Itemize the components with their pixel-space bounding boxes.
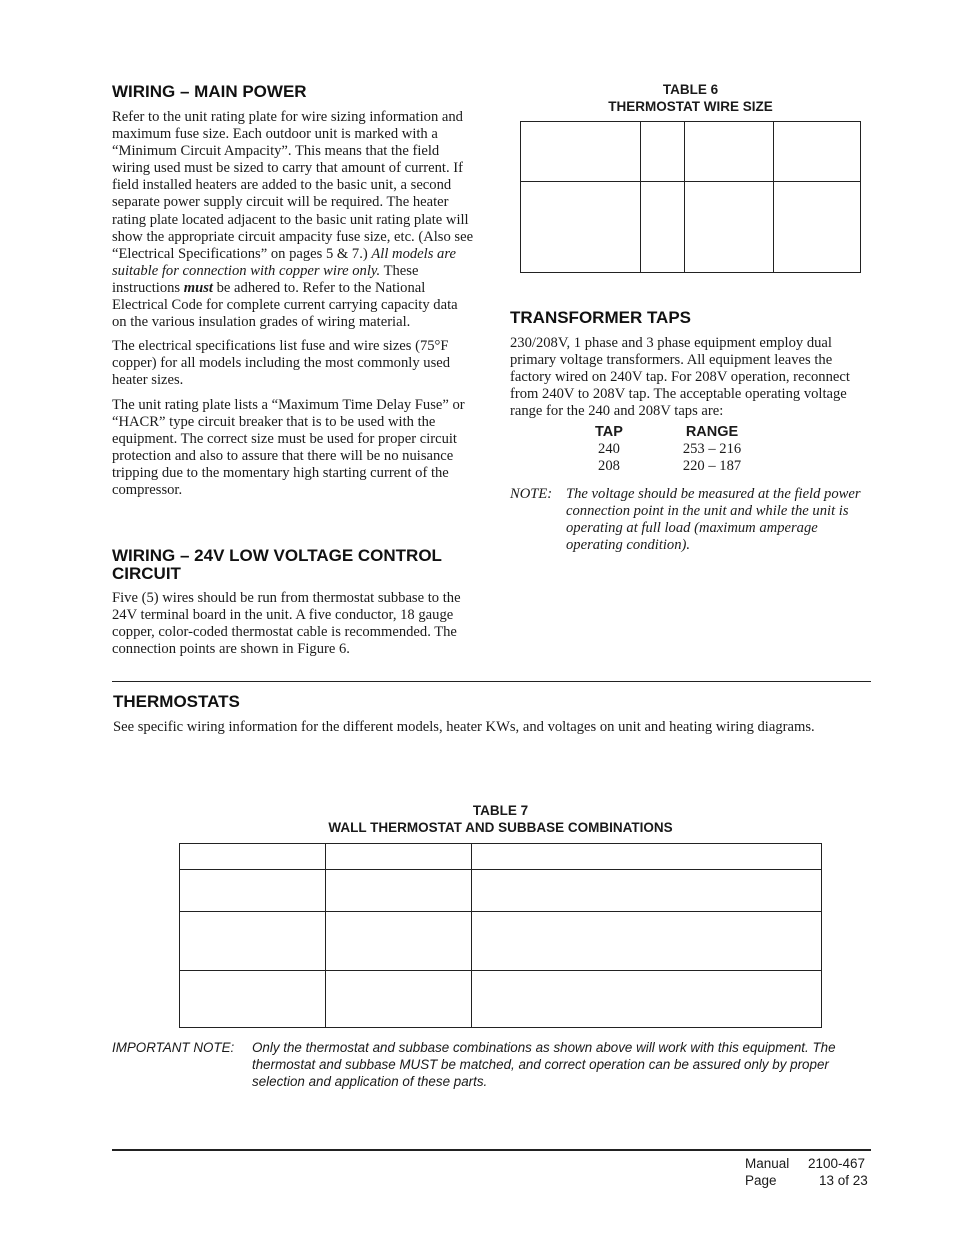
section-divider [112, 681, 871, 682]
main-power-para-3: The unit rating plate lists a “Maximum Time Delay Fuse” or “HACR” type circuit breaker that is to be used with the equipment. The correct size must be used for proper circuit protection and also to assure that there will be no nuisance tripping due to the momentary high starting current of the compressor. [112, 396, 465, 498]
table7-grid [179, 843, 822, 1028]
important-note-text: Only the thermostat and subbase combinations as shown above will work with this equipment. The thermostat and subbase MUST be matched, and correct operation can be assured only by proper selection and application of these parts. [252, 1040, 836, 1089]
transformer-heading: TRANSFORMER TAPS [510, 308, 692, 327]
taps-col-tap: TAP [595, 424, 623, 440]
table7-cell [472, 844, 822, 870]
thermostats-heading: THERMOSTATS [113, 692, 240, 711]
taps-header-row [588, 424, 758, 441]
transformer-para: 230/208V, 1 phase and 3 phase equipment employ dual primary voltage transformers. All equipment leaves the factory wired on 240V tap. For 208V operation, reconnect from 240V to 208V tap. The acceptable operating voltage range for the 240 and 208V taps are: [510, 335, 850, 420]
table7-cell [326, 844, 472, 870]
main-power-heading: WIRING – MAIN POWER [112, 82, 307, 101]
table6-cell [685, 122, 774, 182]
table6-cell [641, 182, 685, 273]
table6-cell [521, 182, 641, 273]
thermostats-para: See specific wiring information for the different models, heater KWs, and voltages on unit and heating wiring diagrams. [113, 719, 815, 735]
footer-rule [112, 1149, 871, 1151]
table6-grid [520, 121, 861, 273]
table7-cell [326, 912, 472, 971]
main-power-para-2: The electrical specifications list fuse and wire sizes (75°F copper) for all models including the most commonly used heater sizes. [112, 338, 451, 389]
table6-cell [774, 122, 861, 182]
transformer-note-label: NOTE: [510, 486, 553, 502]
footer-page-label: Page [745, 1173, 777, 1188]
table7-number: TABLE 7 [472, 803, 529, 818]
table7-cell [180, 912, 326, 971]
table6-title: THERMOSTAT WIRE SIZE [608, 99, 773, 114]
table7-cell [326, 971, 472, 1028]
footer-page-value: 13 of 23 [819, 1173, 868, 1188]
important-note-label: IMPORTANT NOTE: [112, 1040, 235, 1055]
transformer-note-text: The voltage should be measured at the field power connection point in the unit and while the unit is operating at full load (maximum amperage operating condition). [566, 486, 861, 554]
main-power-para-1: Refer to the unit rating plate for wire sizing information and maximum fuse size. Each outdoor unit is marked with a “Minimum Circuit Ampacity”. This means that the field wiring used must be sized to carry that amount of current. If field installed heaters are added to the basic unit, a second separate power supply circuit will be required. The heater rating plate located adjacent to the basic unit rating plate will show the appropriate circuit ampacity fuse size, etc. (Also see “Electrical Specifications” on pages 5 & 7.) All models are suitable for connection with copper wire only. These instructions must be adhered to. Refer to the National Electrical Code for complete current carrying capacity data on the various insulation grades of wiring material. [112, 109, 474, 331]
table7-caption [179, 802, 822, 836]
table7-title: WALL THERMOSTAT AND SUBBASE COMBINATIONS [328, 820, 673, 835]
table6-cell [774, 182, 861, 273]
footer-manual-value: 2100-467 [808, 1156, 866, 1171]
main-power-body [112, 109, 474, 499]
taps-row: 208 220 – 187 [598, 458, 742, 474]
low-voltage-heading: WIRING – 24V LOW VOLTAGE CONTROL CIRCUIT [112, 546, 442, 583]
table7-cell [472, 912, 822, 971]
table7-cell [472, 870, 822, 912]
footer-manual-label: Manual [745, 1156, 790, 1171]
table6-caption [520, 81, 861, 115]
table7-cell [180, 870, 326, 912]
table6-cell [685, 182, 774, 273]
table7-cell [326, 870, 472, 912]
table7-cell [472, 971, 822, 1028]
taps-row: 240 253 – 216 [598, 441, 742, 457]
taps-col-range: RANGE [685, 424, 739, 440]
table7-cell [180, 971, 326, 1028]
table7-cell [180, 844, 326, 870]
table6-cell [521, 122, 641, 182]
table6-cell [641, 122, 685, 182]
taps-table [588, 424, 758, 475]
table6-number: TABLE 6 [662, 82, 719, 97]
low-voltage-para: Five (5) wires should be run from thermostat subbase to the 24V terminal board in the unit. A five conductor, 18 gauge copper, color-coded thermostat cable is recommended. The connection points are shown in Figure 6. [112, 590, 461, 658]
